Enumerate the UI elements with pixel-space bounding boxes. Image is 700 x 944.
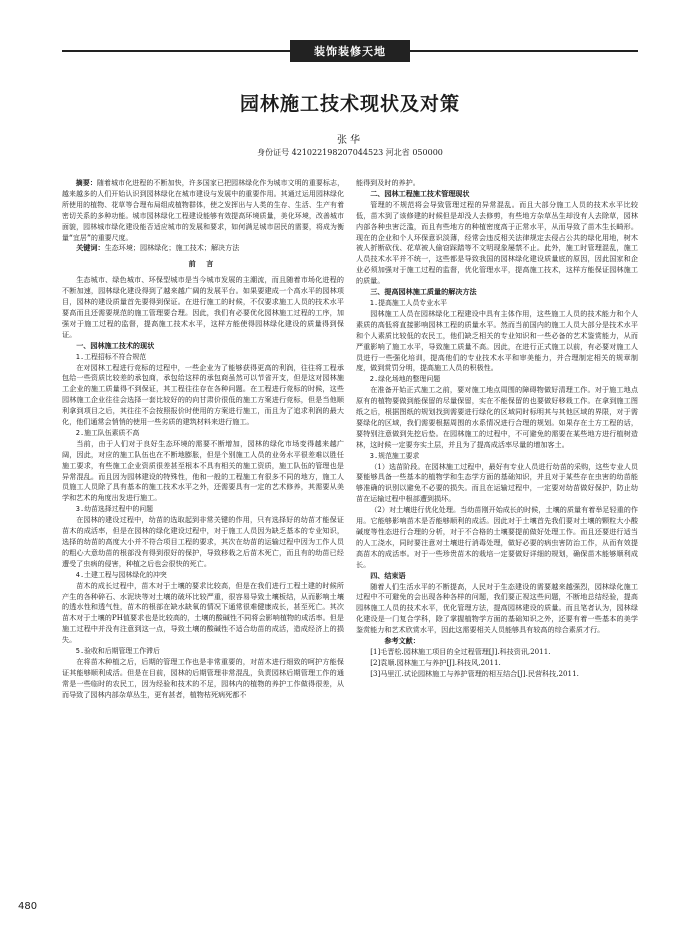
subsection-1-5-heading: 5.验收和后期管理工作滞后	[75, 647, 160, 656]
section-tab	[290, 40, 410, 62]
section-4-heading: 四、结束语	[370, 570, 406, 580]
reference-item: [3]马里江.试论园林施工与养护管理的相互结合[J].民营科技,2011.	[370, 668, 579, 678]
subsection-3-1-text: 园林施工人员在园林绿化工程建设中具有主体作用，这些施工人员的技术能力和个人素质的高低将直接影响园林工程的质量水平。然而当前国内的施工人员大部分是技术水平和个人素质比较低的农民工，他们缺乏相关的专业知识和一些必备的艺术鉴赏能力，从而严重影响了施工水平，导致施工质量不高。因此，在进行正式施工以前，有必要对施工人员进行一些强化培训，提高他们的专业技术水平和审美能力，并合理制定相关的规章制度，做到赏罚分明，提高施工人员的积极性。	[356, 308, 638, 373]
keywords-text: 生态环境；园林绿化；施工技术；解决方法	[104, 243, 240, 253]
section-1-heading: 一、园林施工技术的现状	[76, 340, 155, 350]
continued-text: 能得到及时的养护。	[356, 178, 420, 187]
subsection-3-3-text-1: （1）选苗阶段。在园林施工过程中，最好有专业人员进行幼苗的采购，这些专业人员要能够具备一些基本的植物学和生态学方面的基础知识，并且对于某些存在虫害的幼苗能够准确的识别以避免不必要的损失。而且在运输过程中，一定要对幼苗做好保护，防止幼苗在运输过程中根部遭到损坏。	[356, 461, 638, 504]
subsection-3-3-text-2: （2）对土壤进行优化处理。当幼苗刚开始成长的时候，土壤的质量有着举足轻重的作用。它能够影响苗木是否能够顺利的成活。因此对于土壤首先我们要对土壤的颗粒大小酸碱度等性态进行合理的分析，对于不合格的土壤要提前做好处理工作。而且还要进行适当的人工浇水，同时要注意对土壤进行消毒处理，做好必要的病虫害防治工作，从而有效提高苗木的成活率。对于一些珍贵苗木的栽培一定要做好详细的规划，确保苗木能够顺利成长。	[356, 505, 638, 569]
keywords-label: 关键词：	[76, 243, 105, 253]
keywords	[62, 243, 344, 254]
subsection-1-4-heading: 4.土建工程与园林绿化的冲突	[75, 570, 167, 579]
section-4-text: 随着人们生活水平的不断提高，人民对于生态建设的需要越来越强烈，园林绿化施工过程中不可避免的会出现各种各样的问题，我们要正视这些问题，不断地总结经验，提高园林施工人员的技术水平，优化管理方法，提高园林建设的质量。而且笔者认为，园林绿化建设是一门复合学科，除了掌握植物学方面的基础知识之外，还要有着一些基本的美学鉴赏能力和艺术欣赏水平，因此这需要相关人员能够具有较高的综合素质才行。	[356, 581, 638, 635]
reference-item: [1]毛晋松.园林施工项目的全过程管理[J].科技资讯,2011.	[370, 646, 551, 656]
subsection-1-2-text: 当前，由于人们对于良好生态环境的需要不断增加，园林的绿化市场变得越来越广阔，因此，对应的施工队伍也在不断地膨胀，但是个别施工人员的业务水平很差难以胜任施工要求，有些施工企业资质很差甚至根本不具有相关的施工资质，施工队伍的管理也是异常混乱。而且因为园林建设的特殊性，他和一般的工程施工有很多不同的地方，施工人员施工人员除了具有基本的施工技术水平之外，还需要具有一定的艺术修养，其需要从美学和艺术的角度出发进行施工。	[62, 438, 344, 503]
author-name: 张华	[337, 135, 363, 146]
foreword-heading: 前 言	[188, 259, 218, 269]
abstract	[62, 178, 344, 243]
subsection-3-1-heading: 1.提高施工人员专业水平	[369, 298, 447, 307]
subsection-1-3-text: 在园林的建设过程中，幼苗的选取起到非常关键的作用，只有选择好的幼苗才能保证苗木的成活率，但是在园林的绿化建设过程中，对于施工人员因为缺乏基本的专业知识，选择的幼苗的高度大小并不符合项目工程的要求，其次在幼苗的运输过程中因为工作人员的粗心大意幼苗的根部没有得到很好的保护，导致移栽之后苗木死亡，而且有的幼苗已经遭受了虫病的侵害，种植之后也会很快的死亡。	[62, 515, 344, 568]
author-affiliation: 身份证号 421022198207044523 河北省 050000	[257, 148, 443, 157]
subsection-1-4-text: 苗木的成长过程中，苗木对于土壤的要求比较高，但是在我们进行工程土建的时候所产生的各种碎石、水泥块等对土壤的破坏比较严重，很容易导致土壤板结，从而影响土壤的透水性和透气性，苗木的根部在缺水缺氧的情况下通常很难健康成长，甚至死亡。其次苗木对于土壤的PH值要求也是比较高的，土壤的酸碱性不同将会影响植物的成活率。但是施工过程中并没有注意到这一点，导致土壤的酸碱性不适合幼苗的成活，造成经济上的损失。	[62, 580, 344, 645]
references-heading: 参考文献：	[384, 636, 420, 646]
section-header	[0, 40, 700, 62]
subsection-3-2-text: 在准备开始正式施工之前，要对施工地点周围的障碍物做好清理工作。对于施工地点原有的植物要做到能保留的尽量保留，实在不能保留的也要做好移栽工作。在拿到施工图纸之后，根据图纸的规划找到需要进行绿化的区域同时标明其与其他区域的界限，对于需要绿化的区域，我们需要根据周围的水系情况进行合理的规划。如果存在土方工程的话，要特别注意做到先挖后垫。在园林施工的过程中，不可避免的需要在某些地方进行植树造林，这时候一定要夯实土层，并且为了提高成活率尽量的增加客土。	[356, 385, 638, 449]
subsection-3-3-heading: 3.规范施工要求	[369, 451, 420, 460]
page-number: 480	[18, 901, 38, 912]
abstract-label: 摘要：	[75, 179, 97, 187]
subsection-1-1-text: 在对园林工程进行竞标的过程中，一些企业为了能够获得更高的利润，往往将工程承包给一些资质比较差的承包商，承包给这样的承包商虽然可以节省开支，但是这对园林施工企业的施工质量得不到保证，其工程往往存在各种问题。在工程进行竞标的时候，这些园林施工企业往往会选择一套比较好的的向甘肃价很低的施工方案进行竞标，但是当他顺利拿到项目之后，其往往不会按照报价时使用的方案进行施工，而且为了追求利润的最大化，他们通常会悄悄的使用一些劣质的建筑材料来进行施工。	[62, 362, 344, 427]
article-title: 园林施工技术现状及对策	[239, 93, 460, 115]
subsection-1-3-heading: 3.幼苗选择过程中的问题	[75, 505, 153, 514]
right-column	[356, 178, 638, 680]
subsection-1-1-heading: 1.工程招标不符合规范	[75, 352, 147, 361]
left-column	[62, 178, 344, 701]
foreword-paragraph: 生态城市、绿色城市、环保型城市是当今城市发展的主潮流，而且随着市场化进程的不断加速，园林绿化建设得到了越来越广阔的发展平台。如果要建成一个高水平的园林项目，园林的建设质量首先要得到保证。在进行施工的时候，不仅要求施工人员的技术水平要高而且还需要规范的施工管理要合理。因此，我们有必要优化园林施工过程的工序，加强对于施工过程的监督，提高施工技术水平，这样方能使得园林绿化建设的质量得到保证。	[62, 275, 344, 339]
subsection-3-2-heading: 2.绿化场地的整理问题	[369, 375, 441, 384]
subsection-1-2-heading: 2.施工队伍素质不高	[75, 428, 140, 437]
abstract-text: 随着城市化进程的不断加快，许多国家已把园林绿化作为城市文明的重要标志，越来越多的人们开始认识到园林绿化在城市建设与发展中的重要作用。其通过运用园林绿化所使用的植物、花草等合理布局组成植物群体，使之发挥出与人类的生存、生活、生产有着密切关系的多种功能。城市园林绿化工程建设能够有效提高环境质量，美化环境，改善城市面貌，园林城市绿化建设能否适应城市的发展和要求，如何满足城市居民的需要，将成为衡量“宜居”的重要尺度。	[62, 179, 344, 242]
subsection-1-5-text: 在将苗木种植之后，后期的管理工作也是非常重要的，对苗木进行细致的呵护方能保证其能够顺利成活。但是在目前，园林的后期管理非常混乱，负责园林后期管理工作的通常是一些临时的农民工，因为经验和技术的不足，园林内的植物的养护工作做得很差，从而导致了园林内部杂草丛生，更有甚者，植物枯死病死都不	[62, 656, 344, 699]
section-3-heading: 三、提高园林施工质量的解决方法	[370, 287, 477, 297]
section-2-heading: 二、园林工程施工技术管理现状	[370, 188, 470, 198]
reference-item: [2]袁顺.园林施工与养护[J].科技风,2011.	[370, 657, 501, 667]
section-label: 装饰装修天地	[314, 45, 386, 58]
section-2-text: 管理的不规范将会导致管理过程的异常混乱。而且大部分施工人员的技术水平比较低，苗木到了该修建的时候但是却没人去修剪，有些地方杂草丛生却没有人去除草，园林内部各种虫害泛滥，而且有些地方的种植密度高于正常水平，从而导致了苗木生长畸形。现在的企业和个人环保意识淡薄，经常会违反相关法律规定去侵占公共的绿化用地，树木被人折断砍伐、花草被人偷窃踩踏等不文明现象屡禁不止。此外，施工时管理混乱，施工人员技术水平并不统一，这些都是导致我国的园林绿化建设质量底的原因，因此国家和企业必须加强对于施工过程的监督，优化管理水平，提高施工技术，这样方能保证园林施工的质量。	[356, 199, 638, 286]
